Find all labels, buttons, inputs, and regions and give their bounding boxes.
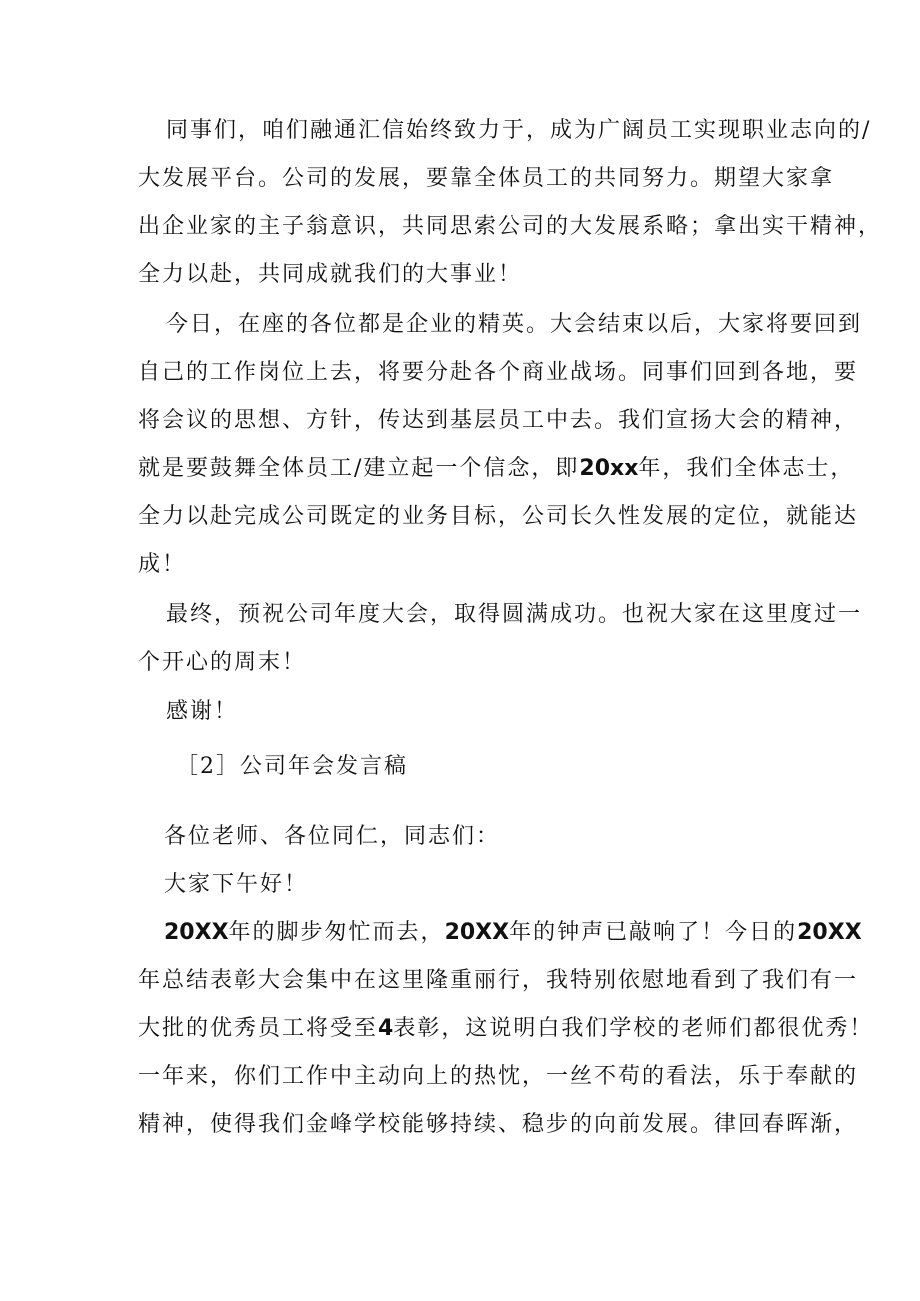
paragraph-1-line-1: 同事们，咱们融通汇信始终致力于，成为广阔员工实现职业志向的/ — [166, 118, 872, 143]
year-1: 20XX — [164, 920, 229, 945]
paragraph-1-line-4: 全力以赴，共同成就我们的大事业！ — [138, 262, 523, 287]
section-heading: ［2］公司年会发言稿 — [176, 754, 408, 779]
paragraph-5-line-1-a: 年的脚步匆忙而去， — [228, 920, 445, 945]
salutation: 各位老师、各位同仁，同志们： — [164, 824, 501, 849]
paragraph-5-line-2: 年总结表彰大会集中在这里隆重丽行，我特别依慰地看到了我们有一 — [138, 968, 859, 993]
year-2: 20XX — [444, 920, 510, 945]
paragraph-5-line-1-b: 年的钟声已敲响了！今日的 — [509, 920, 798, 945]
thanks-line: 感谢！ — [166, 699, 239, 724]
count-4: 4 — [378, 1016, 394, 1041]
paragraph-2-line-1: 今日，在座的各位都是企业的精英。大会结束以后，大家将要回到 — [166, 312, 863, 337]
paragraph-2-line-3: 将会议的思想、方针，传达到基层员工中去。我们宣扬大会的精神， — [138, 408, 859, 433]
paragraph-2-line-2: 自己的工作岗位上去，将要分赴各个商业战场。同事们回到各地，要 — [138, 360, 859, 385]
paragraph-2-line-5: 全力以赴完成公司既定的业务目标，公司长久性发展的定位，就能达 — [138, 504, 859, 529]
year-20xx: 20xx — [579, 456, 639, 481]
paragraph-3-line-1: 最终，预祝公司年度大会，取得圆满成功。也祝大家在这里度过一 — [166, 602, 863, 627]
paragraph-2-line-4-text: 就是要鼓舞全体员工/建立起一个信念，即 — [138, 456, 580, 481]
year-3: 20XX — [797, 920, 862, 945]
paragraph-2-line-4-tail: 年，我们全体志士， — [638, 456, 855, 481]
greeting: 大家下午好！ — [164, 872, 309, 897]
paragraph-5-line-3-a: 大批的优秀员工将受至 — [138, 1016, 379, 1041]
paragraph-1-line-3: 出企业家的主子翁意识，共同思索公司的大发展系略；拿出实干精神， — [138, 214, 883, 239]
paragraph-3-line-2: 个开心的周末！ — [138, 650, 307, 675]
paragraph-2-line-6: 成！ — [138, 552, 187, 577]
paragraph-2-line-4 — [138, 454, 898, 484]
paragraph-5-line-3 — [138, 1014, 898, 1044]
paragraph-5-line-4: 一年来，你们工作中主动向上的热忱，一丝不苟的看法，乐于奉献的 — [138, 1064, 859, 1089]
paragraph-5-line-3-b: 表彰，这说明白我们学校的老师们都很优秀！ — [393, 1016, 874, 1041]
paragraph-1-line-2: 大发展平台。公司的发展，要靠全体员工的共同努力。期望大家拿 — [138, 166, 835, 191]
paragraph-5-line-5: 精神，使得我们金峰学校能够持续、稳步的向前发展。律回春晖渐， — [138, 1112, 859, 1137]
paragraph-5-line-1 — [164, 918, 894, 948]
